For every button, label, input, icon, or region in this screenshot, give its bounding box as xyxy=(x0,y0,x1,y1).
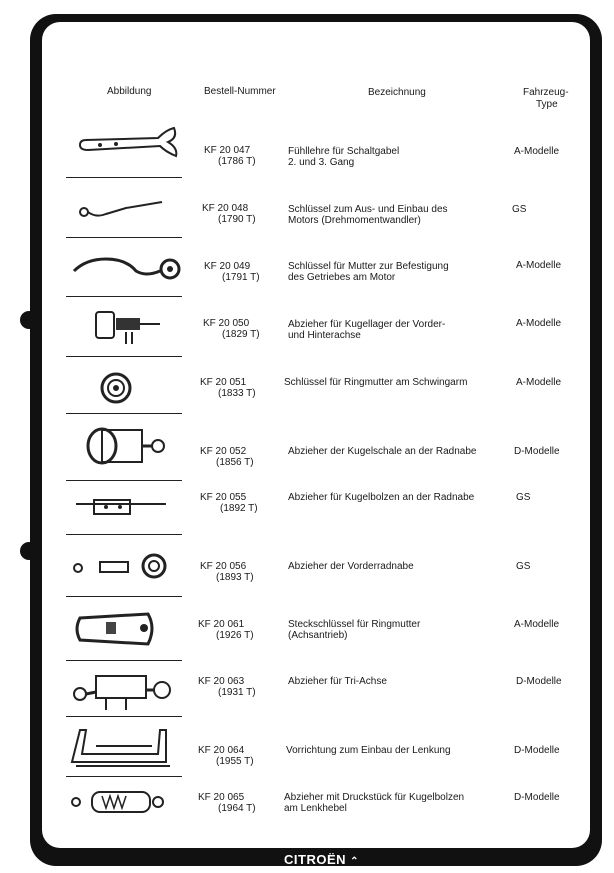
header-fahrzeug: Fahrzeug- xyxy=(523,87,569,98)
order-subnumber: (1856 T) xyxy=(216,457,254,468)
steering-fixture-icon xyxy=(66,722,186,772)
header-type: Type xyxy=(536,99,558,110)
row-divider xyxy=(66,660,182,661)
bearing-puller-icon xyxy=(66,302,186,350)
order-number: KF 20 052 xyxy=(200,446,247,457)
order-number: KF 20 056 xyxy=(200,561,247,572)
vehicle-type: A-Modelle xyxy=(516,318,562,329)
row-divider xyxy=(66,596,182,597)
ball-cup-puller-icon xyxy=(66,422,186,472)
row-divider xyxy=(66,716,182,717)
row-divider xyxy=(66,356,182,357)
tri-axle-puller-icon xyxy=(66,664,186,718)
pressure-puller-icon xyxy=(66,782,186,822)
order-subnumber: (1964 T) xyxy=(218,803,256,814)
description-line-1: Abzieher der Kugelschale an der Radnabe xyxy=(288,446,477,457)
description-line-1: Schlüssel zum Aus- und Einbau des xyxy=(288,204,448,215)
vehicle-type: GS xyxy=(516,561,531,572)
order-subnumber: (1791 T) xyxy=(222,272,260,283)
vehicle-type: A-Modelle xyxy=(514,619,560,630)
double-chevron-icon: ⌃ xyxy=(350,856,360,867)
row-divider xyxy=(66,237,182,238)
order-number: KF 20 061 xyxy=(198,619,245,630)
ball-pin-puller-icon xyxy=(66,488,186,524)
row-divider xyxy=(66,776,182,777)
order-number: KF 20 049 xyxy=(204,261,251,272)
hub-puller-icon xyxy=(66,548,186,588)
bent-key-icon xyxy=(66,190,186,230)
vehicle-type: A-Modelle xyxy=(516,260,562,271)
description-line-2: Motors (Drehmomentwandler) xyxy=(288,215,421,226)
description-line-2: 2. und 3. Gang xyxy=(288,157,355,168)
fork-gauge-icon xyxy=(66,120,186,168)
row-divider xyxy=(66,534,182,535)
order-subnumber: (1926 T) xyxy=(216,630,254,641)
order-number: KF 20 050 xyxy=(203,318,250,329)
description-line-1: Abzieher mit Druckstück für Kugelbolzen xyxy=(284,792,465,803)
description-line-1: Vorrichtung zum Einbau der Lenkung xyxy=(286,745,451,756)
description-line-1: Abzieher für Kugellager der Vorder- xyxy=(288,319,446,330)
order-number: KF 20 055 xyxy=(200,492,247,503)
order-subnumber: (1833 T) xyxy=(218,388,256,399)
order-number: KF 20 064 xyxy=(198,745,245,756)
description-line-1: Fühllehre für Schaltgabel xyxy=(288,146,400,157)
vehicle-type: D-Modelle xyxy=(514,446,560,457)
order-number: KF 20 065 xyxy=(198,792,245,803)
vehicle-type: D-Modelle xyxy=(516,676,562,687)
order-subnumber: (1790 T) xyxy=(218,214,256,225)
order-number: KF 20 063 xyxy=(198,676,245,687)
citroen-logo xyxy=(284,852,359,867)
socket-wrench-icon xyxy=(66,604,186,654)
order-number: KF 20 047 xyxy=(204,145,251,156)
row-divider xyxy=(66,480,182,481)
header-bezeichnung: Bezeichnung xyxy=(368,87,426,98)
order-number: KF 20 051 xyxy=(200,377,247,388)
row-divider xyxy=(66,177,182,178)
description-line-2: und Hinterachse xyxy=(288,330,361,341)
order-subnumber: (1829 T) xyxy=(222,329,260,340)
ring-nut-key-icon xyxy=(66,366,186,410)
description-line-1: Abzieher der Vorderradnabe xyxy=(288,561,414,572)
vehicle-type: A-Modelle xyxy=(514,146,560,157)
description-line-2: des Getriebes am Motor xyxy=(288,272,396,283)
vehicle-type: D-Modelle xyxy=(514,745,560,756)
order-subnumber: (1931 T) xyxy=(218,687,256,698)
vehicle-type: D-Modelle xyxy=(514,792,560,803)
order-number: KF 20 048 xyxy=(202,203,249,214)
row-divider xyxy=(66,413,182,414)
order-subnumber: (1786 T) xyxy=(218,156,256,167)
punch-hole-bottom xyxy=(20,542,38,560)
description-line-1: Abzieher für Kugelbolzen an der Radnabe xyxy=(288,492,475,503)
description-line-1: Schlüssel für Mutter zur Befestigung xyxy=(288,261,449,272)
description-line-1: Abzieher für Tri-Achse xyxy=(288,676,387,687)
header-bestell-nummer: Bestell-Nummer xyxy=(204,86,276,97)
order-subnumber: (1893 T) xyxy=(216,572,254,583)
vehicle-type: GS xyxy=(512,204,527,215)
description-line-2: am Lenkhebel xyxy=(284,803,347,814)
vehicle-type: GS xyxy=(516,492,531,503)
order-subnumber: (1892 T) xyxy=(220,503,258,514)
description-line-2: (Achsantrieb) xyxy=(288,630,348,641)
order-subnumber: (1955 T) xyxy=(216,756,254,767)
header-abbildung: Abbildung xyxy=(107,86,152,97)
row-divider xyxy=(66,296,182,297)
description-line-1: Steckschlüssel für Ringmutter xyxy=(288,619,421,630)
ring-wrench-icon xyxy=(66,245,186,289)
description-line-1: Schlüssel für Ringmutter am Schwingarm xyxy=(284,377,468,388)
brand-name: CITROËN xyxy=(284,852,346,867)
punch-hole-top xyxy=(20,311,38,329)
vehicle-type: A-Modelle xyxy=(516,377,562,388)
